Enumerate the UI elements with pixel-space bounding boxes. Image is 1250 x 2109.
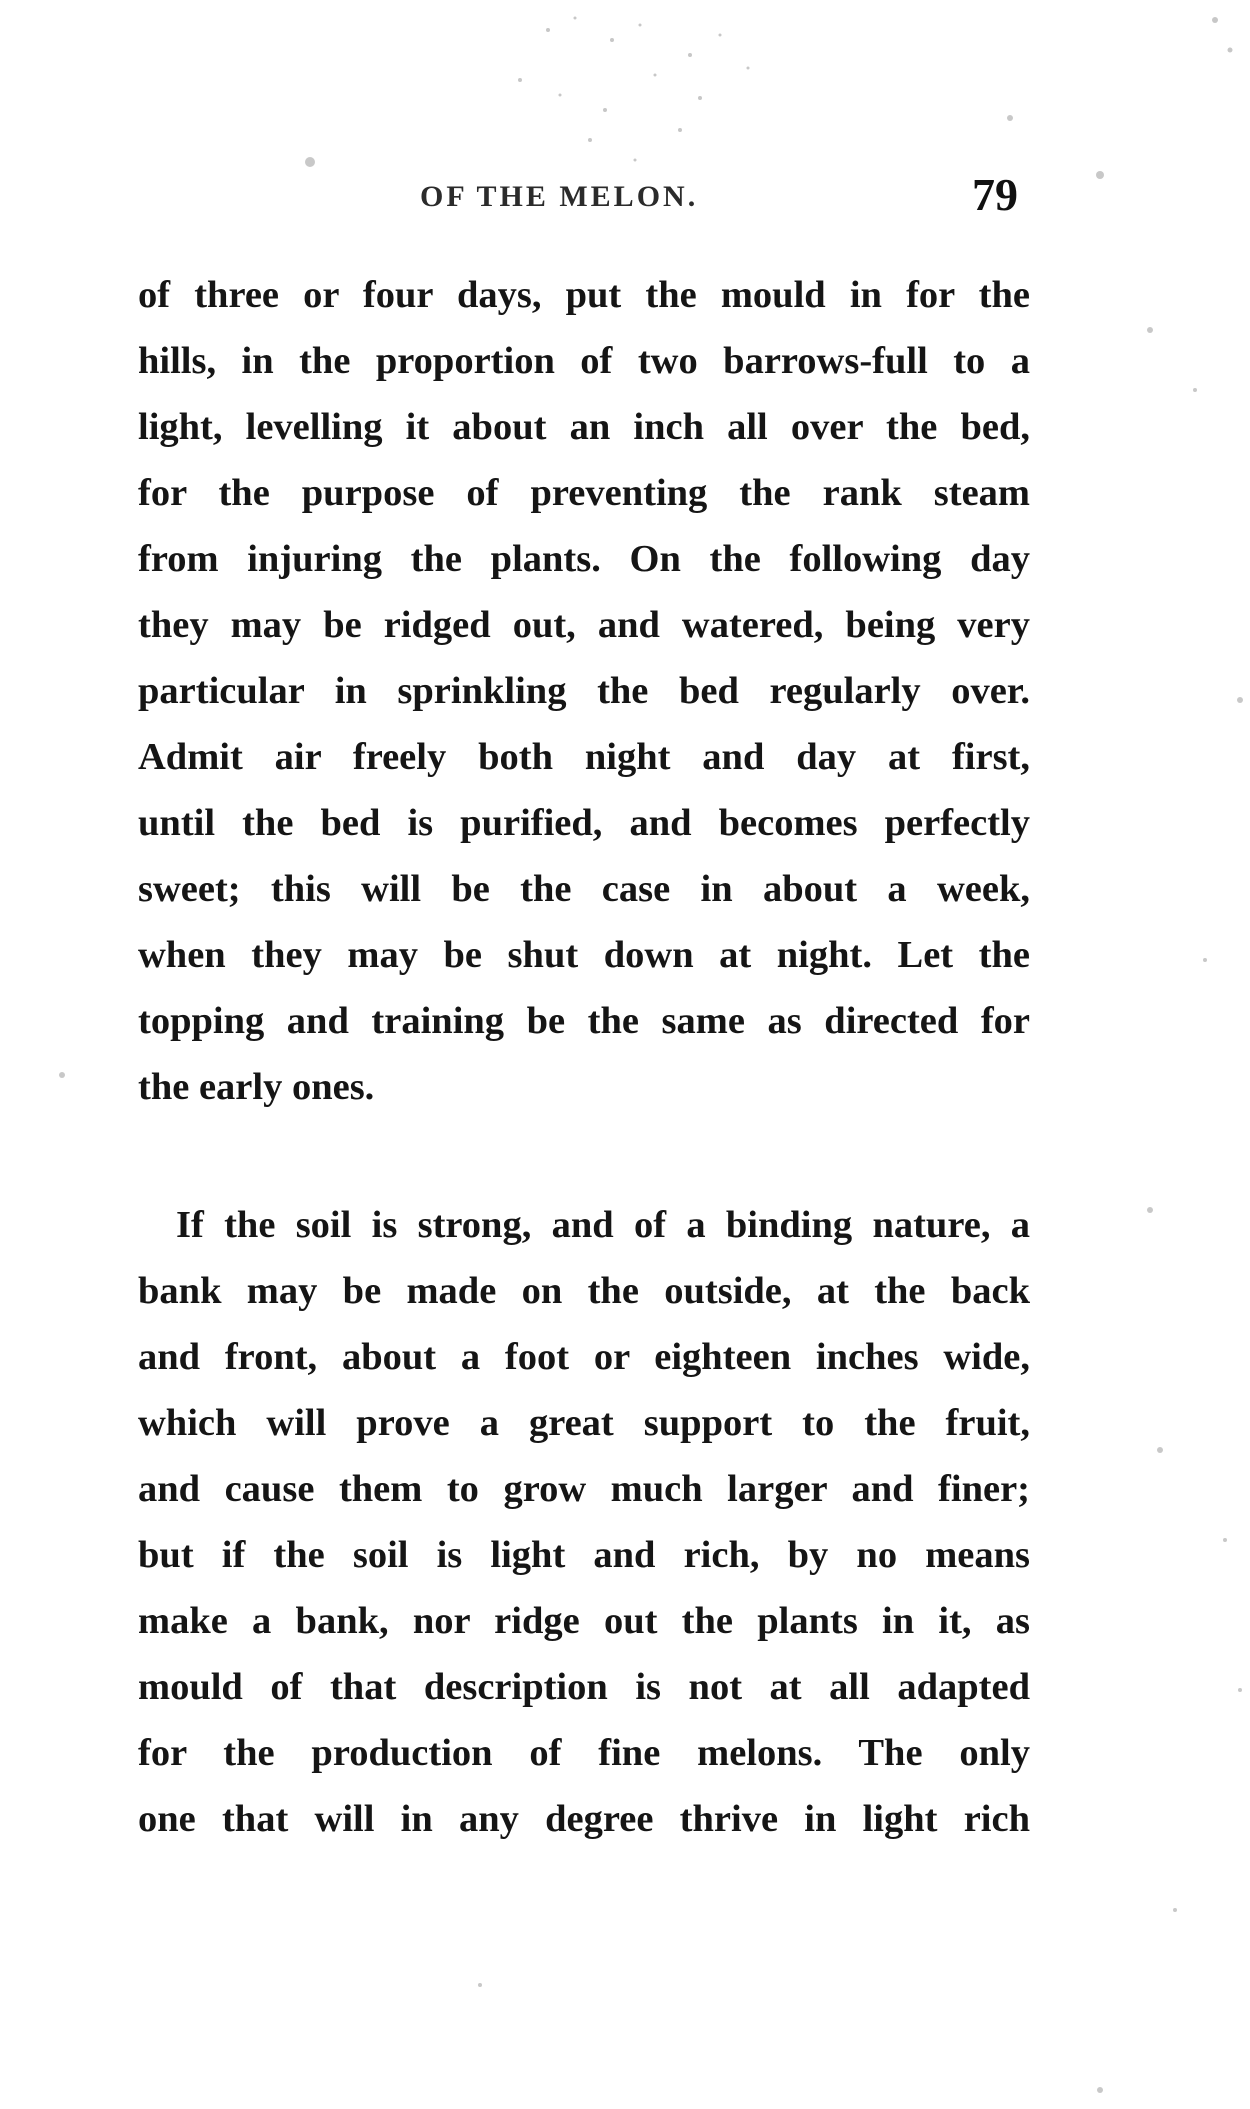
page-number: 79	[972, 169, 1018, 220]
text-line: hills, in the proportion of two barrows-full to a	[138, 340, 1030, 382]
text-line: sweet; this will be the case in about a week,	[138, 868, 1030, 910]
text-line: but if the soil is light and rich, by no means	[138, 1534, 1030, 1576]
text-line: mould of that description is not at all adapted	[138, 1666, 1030, 1708]
text-line: make a bank, nor ridge out the plants in it, as	[138, 1600, 1030, 1642]
text-line: light, levelling it about an inch all over the bed,	[138, 406, 1030, 448]
text-line: of three or four days, put the mould in for the	[138, 274, 1030, 316]
text-line: and front, about a foot or eighteen inches wide,	[138, 1336, 1030, 1378]
text-line: If the soil is strong, and of a binding nature, a	[176, 1204, 1030, 1246]
text-line: one that will in any degree thrive in light rich	[138, 1798, 1030, 1840]
text-line: the early ones.	[138, 1066, 375, 1108]
paragraph-2	[138, 1192, 1030, 1852]
running-head-title: OF THE MELON.	[420, 180, 699, 213]
text-line: until the bed is purified, and becomes perfectly	[138, 802, 1030, 844]
text-line: for the production of fine melons. The only	[138, 1732, 1030, 1774]
text-line: and cause them to grow much larger and finer;	[138, 1468, 1030, 1510]
text-line: which will prove a great support to the fruit,	[138, 1402, 1030, 1444]
text-line: for the purpose of preventing the rank steam	[138, 472, 1030, 514]
paragraph-1	[138, 262, 1030, 1120]
text-line: from injuring the plants. On the following day	[138, 538, 1030, 580]
text-line: particular in sprinkling the bed regularly over.	[138, 670, 1030, 712]
text-line: Admit air freely both night and day at first,	[138, 736, 1030, 778]
text-line: topping and training be the same as directed for	[138, 1000, 1030, 1042]
text-line: bank may be made on the outside, at the back	[138, 1270, 1030, 1312]
text-line: they may be ridged out, and watered, being very	[138, 604, 1030, 646]
text-line: when they may be shut down at night. Let the	[138, 934, 1030, 976]
